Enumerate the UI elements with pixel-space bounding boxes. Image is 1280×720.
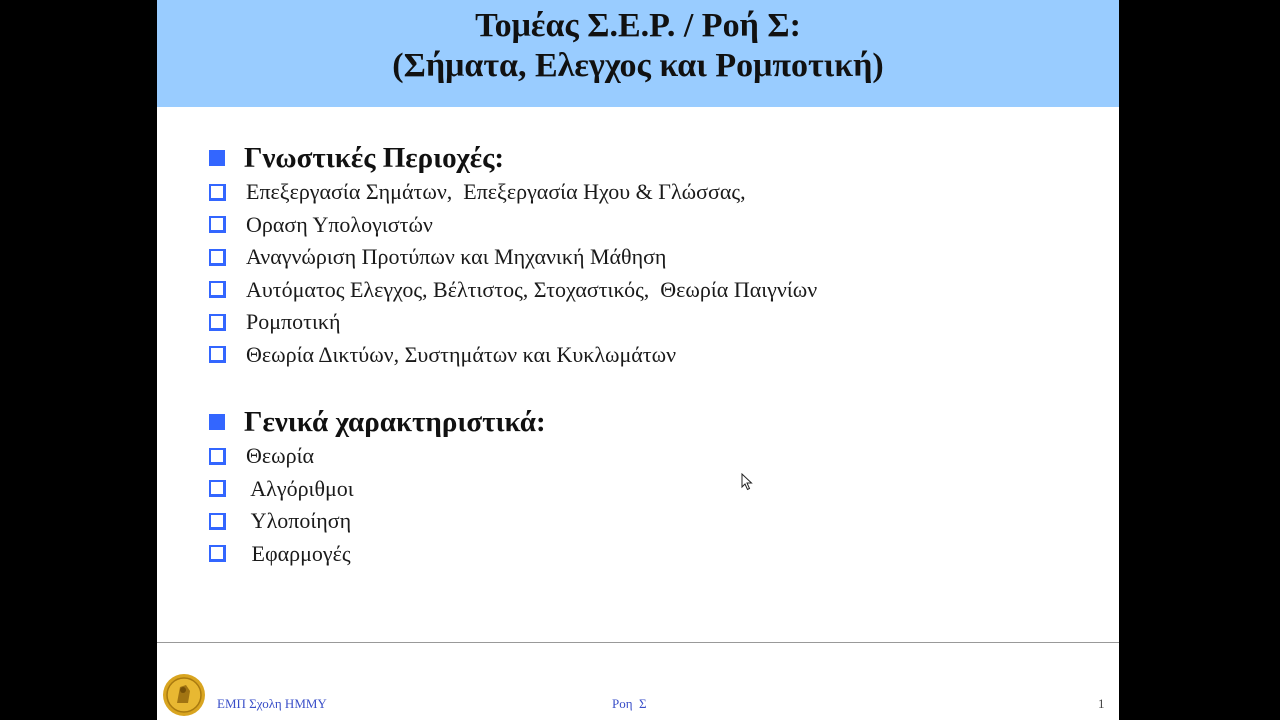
hollow-square-bullet-icon (209, 545, 226, 562)
list-item-text: Ρομποτική (246, 309, 341, 335)
list-item (209, 473, 1089, 506)
list-item (209, 241, 1089, 274)
list-item (209, 209, 1089, 242)
hollow-square-bullet-icon (209, 216, 226, 233)
footer-institution: ΕΜΠ Σχολη ΗΜΜΥ (217, 696, 327, 711)
hollow-square-bullet-icon (209, 448, 226, 465)
university-seal-logo (162, 673, 206, 717)
list-item-text: Επεξεργασία Σημάτων, Επεξεργασία Ηχου & Γλώσσας, (246, 179, 746, 205)
slide-content (209, 140, 1089, 570)
section-heading-knowledge-areas (209, 140, 1089, 176)
hollow-square-bullet-icon (209, 184, 226, 201)
hollow-square-bullet-icon (209, 314, 226, 331)
title-banner (157, 0, 1119, 107)
hollow-square-bullet-icon (209, 346, 226, 363)
hollow-square-bullet-icon (209, 513, 226, 530)
list-item (209, 440, 1089, 473)
list-item (209, 339, 1089, 372)
list-item-text: Υλοποίηση (246, 508, 352, 534)
list-item-text: Θεωρία Δικτύων, Συστημάτων και Κυκλωμάτων (246, 341, 677, 367)
list-item-text: Αλγόριθμοι (246, 475, 354, 501)
list-item (209, 306, 1089, 339)
presentation-slide (157, 0, 1119, 720)
filled-square-bullet-icon (209, 414, 225, 430)
footer-divider (157, 642, 1119, 643)
slide-title-line-1: Τομέας Σ.Ε.Ρ. / Ροή Σ: (475, 7, 801, 44)
list-item (209, 538, 1089, 571)
hollow-square-bullet-icon (209, 249, 226, 266)
section-heading-general-characteristics (209, 404, 1089, 440)
slide-page-number: 1 (1098, 696, 1105, 711)
filled-square-bullet-icon (209, 150, 225, 166)
section-heading-text: Γνωστικές Περιοχές: (244, 141, 504, 174)
section-spacer (209, 371, 1089, 404)
list-item-text: Εφαρμογές (246, 540, 351, 566)
mouse-pointer-icon (741, 473, 753, 491)
list-item-text: Θεωρία (246, 443, 315, 469)
list-item-text: Αναγνώριση Προτύπων και Μηχανική Μάθηση (246, 244, 667, 270)
footer-track-name: Ροη Σ (612, 696, 647, 711)
hollow-square-bullet-icon (209, 281, 226, 298)
list-item-text: Οραση Υπολογιστών (246, 211, 433, 237)
section-heading-text: Γενικά χαρακτηριστικά: (244, 405, 546, 438)
list-item-text: Αυτόματος Ελεγχος, Βέλτιστος, Στοχαστικός, Θεωρία Παιγνίων (246, 276, 818, 302)
list-item (209, 176, 1089, 209)
list-item (209, 505, 1089, 538)
slide-title-line-2: (Σήματα, Ελεγχος και Ρομποτική) (392, 47, 884, 84)
list-item (209, 274, 1089, 307)
hollow-square-bullet-icon (209, 480, 226, 497)
